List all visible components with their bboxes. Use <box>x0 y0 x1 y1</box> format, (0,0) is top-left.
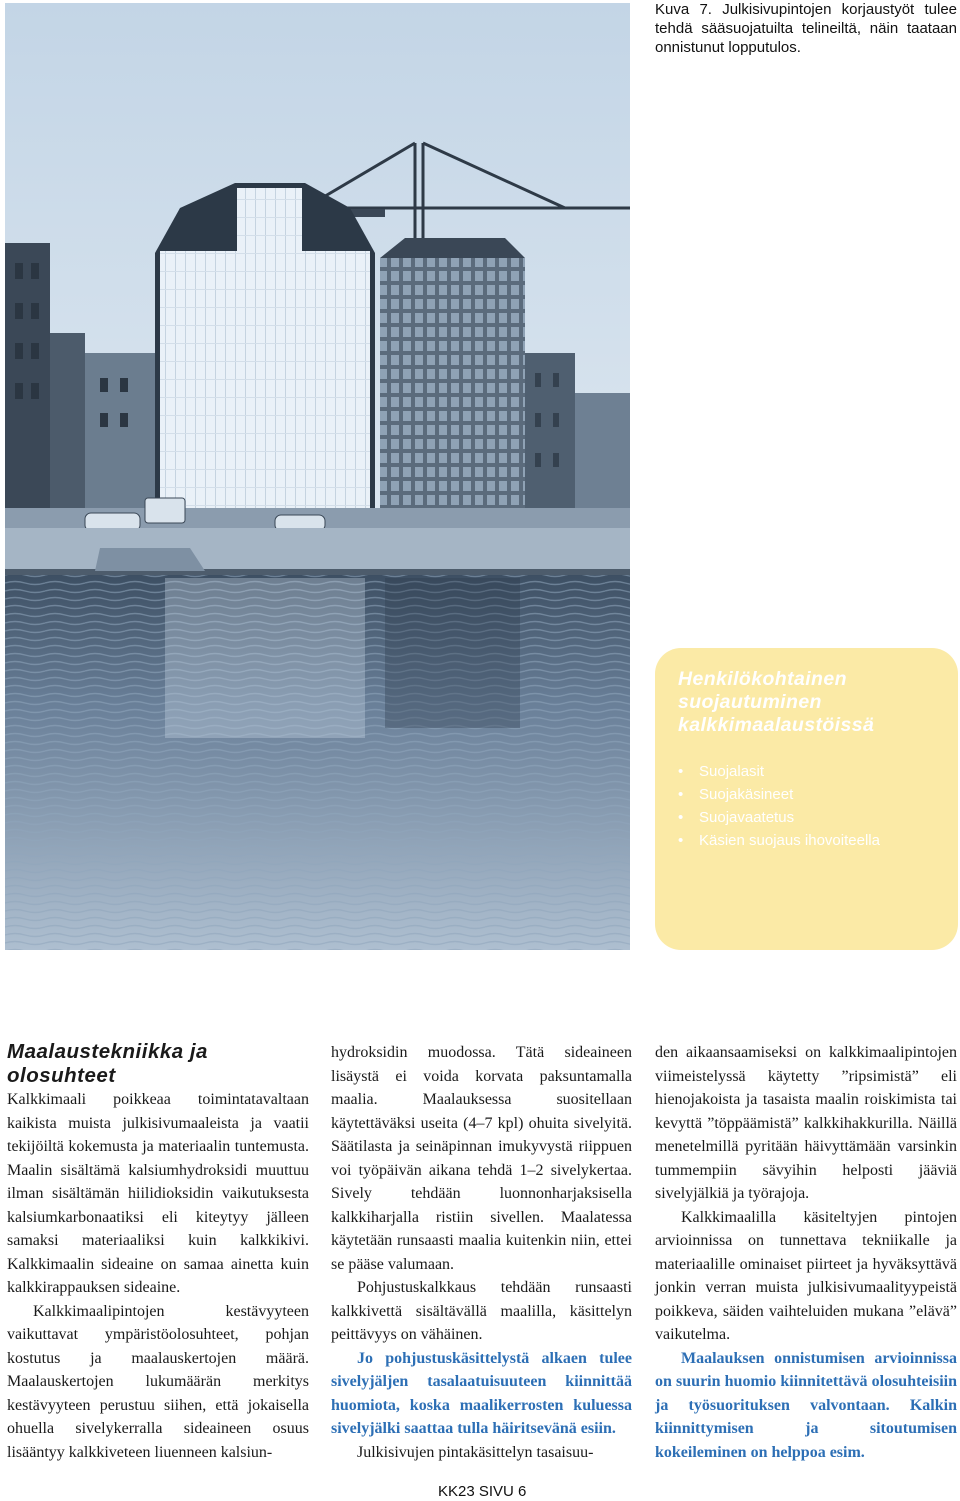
list-item-label: Suojavaatetus <box>699 809 795 826</box>
highlighted-paragraph: Maalauksen onnistumisen arvioinnissa on suurin huomio kiinnitettävä olosuhteisiin ja työsuorituksen valvontaan. Kalkin kiinnittymisen ja sitoutumisen kokeileminen on helppoa esim. <box>655 1349 957 1461</box>
paragraph: Kalkkimaalilla käsiteltyjen pintojen arvioinnissa on tunnettava tekniikalle ja materiaalille ominaiset piirteet ja hyväksyttävä jonkin verran muista julkisivumaalityypeistä poikkeva, säiden vaihteluiden mukana ”elävä” vaikutelma. <box>655 1208 957 1343</box>
list-item <box>678 783 880 806</box>
paragraph: den aikaansaamiseksi on kalkkimaalipintojen viimeistelyssä käytetty ”ripsimistä” eli hienojakoista ja tasaista maalin roiskimista tai kevyttä ”töppäämistä” kalkkihakkurilla. Näillä menetelmillä pyritään häivyttämään varsinkin tummempiin sävyihin helposti jääviä sivelyjälkiä ja työrajoja. <box>655 1044 957 1202</box>
info-box-title-line: kalkkimaalaustöissä <box>678 714 875 736</box>
list-item-label: Suojakäsineet <box>699 786 794 803</box>
paragraph: Kalkkimaalipintojen kestävyyteen vaikuttavat ympäristöolosuhteet, pohjan kostutus ja maalauskertojen määrä. Maalauskertojen lukumäärän merkitys kestävyyteen perustuu siihen, että jokaisella ohuella sivelykerralla sideaineen osuus lisääntyy kalkkiveteen liuenneen kalsiun- <box>7 1302 309 1461</box>
section-heading-line: Maalaustekniikka ja <box>7 1040 208 1063</box>
bullet-icon: • <box>678 763 684 780</box>
info-box-title-line: suojautuminen <box>678 691 822 713</box>
paragraph: Kalkkimaali poikkeaa toimintatavaltaan kaikista muista julkisivumaaleista ja vaatii tekijöiltä kokemusta ja materiaalin tuntemusta. Maalin sisältämä kalsiumhydroksidi muuttuu ilman sisältämän hiilidioksidin vaikutuksesta kalsiumkarbonaatiksi eli kiteytyy jälleen samaksi materiaaliksi kuin kalkkikivi. Kalkkimaalin sideaine on samaa ainetta kuin kalkkirappauksen sideaine. <box>7 1091 309 1296</box>
photo-caption: Kuva 7. Julkisivupintojen korjaustyöt tulee tehdä sääsuojatuilta telineiltä, näin taataan onnistunut lopputulos. <box>655 1 957 56</box>
article-column-1 <box>7 1040 309 1464</box>
article-column-2 <box>331 1041 632 1464</box>
info-box-title <box>678 668 948 737</box>
paragraph: Pohjustuskalkkaus tehdään runsaasti kalkkivettä sisältävällä maalilla, käsittelyn peittävyys on vähäinen. <box>331 1279 632 1343</box>
highlighted-paragraph: Jo pohjustuskäsittelystä alkaen tulee sivelyjäljen tasalaatuisuuteen kiinnittää huomiota, koska maalikerrosten kuluessa sivelyjälki saattaa tulla häiritsevänä esiin. <box>331 1349 632 1437</box>
bullet-icon: • <box>678 832 684 849</box>
bullet-icon: • <box>678 809 684 826</box>
paragraph: hydroksidin muodossa. Tätä sideaineen lisäystä ei voida korvata paksuntamalla maalia. Maalauksessa suositellaan käytettäväksi useita (4–7 kpl) ohuita sivelyitä. Säätilasta ja seinäpinnan imukyvystä riippuen voi työpäivän aikana tehdä 1–2 sivelykertaa. Sively tehdään luonnonharjaksisella kalkkiharjalla ristiin sivellen. Maalatessa käytetään runsaasti maalia kuitenkin niin, ettei se pääse valumaan. <box>331 1044 632 1273</box>
list-item <box>678 806 880 829</box>
list-item-label: Suojalasit <box>699 763 765 780</box>
bullet-icon: • <box>678 786 684 803</box>
paragraph: Julkisivujen pintakäsittelyn tasaisuu- <box>357 1443 594 1461</box>
protection-list <box>678 760 880 852</box>
list-item-label: Käsien suojaus ihovoiteella <box>699 832 880 849</box>
list-item <box>678 760 880 783</box>
list-item <box>678 829 880 852</box>
section-heading <box>7 1040 309 1088</box>
info-box-title-line: Henkilökohtainen <box>678 668 847 690</box>
photo-illustration <box>5 3 630 950</box>
protection-info-box <box>655 648 958 950</box>
building-scaffolding-photo <box>5 3 630 950</box>
section-heading-line: olosuhteet <box>7 1064 116 1087</box>
page-folio: KK23 SIVU 6 <box>438 1483 527 1500</box>
article-column-3 <box>655 1041 957 1464</box>
